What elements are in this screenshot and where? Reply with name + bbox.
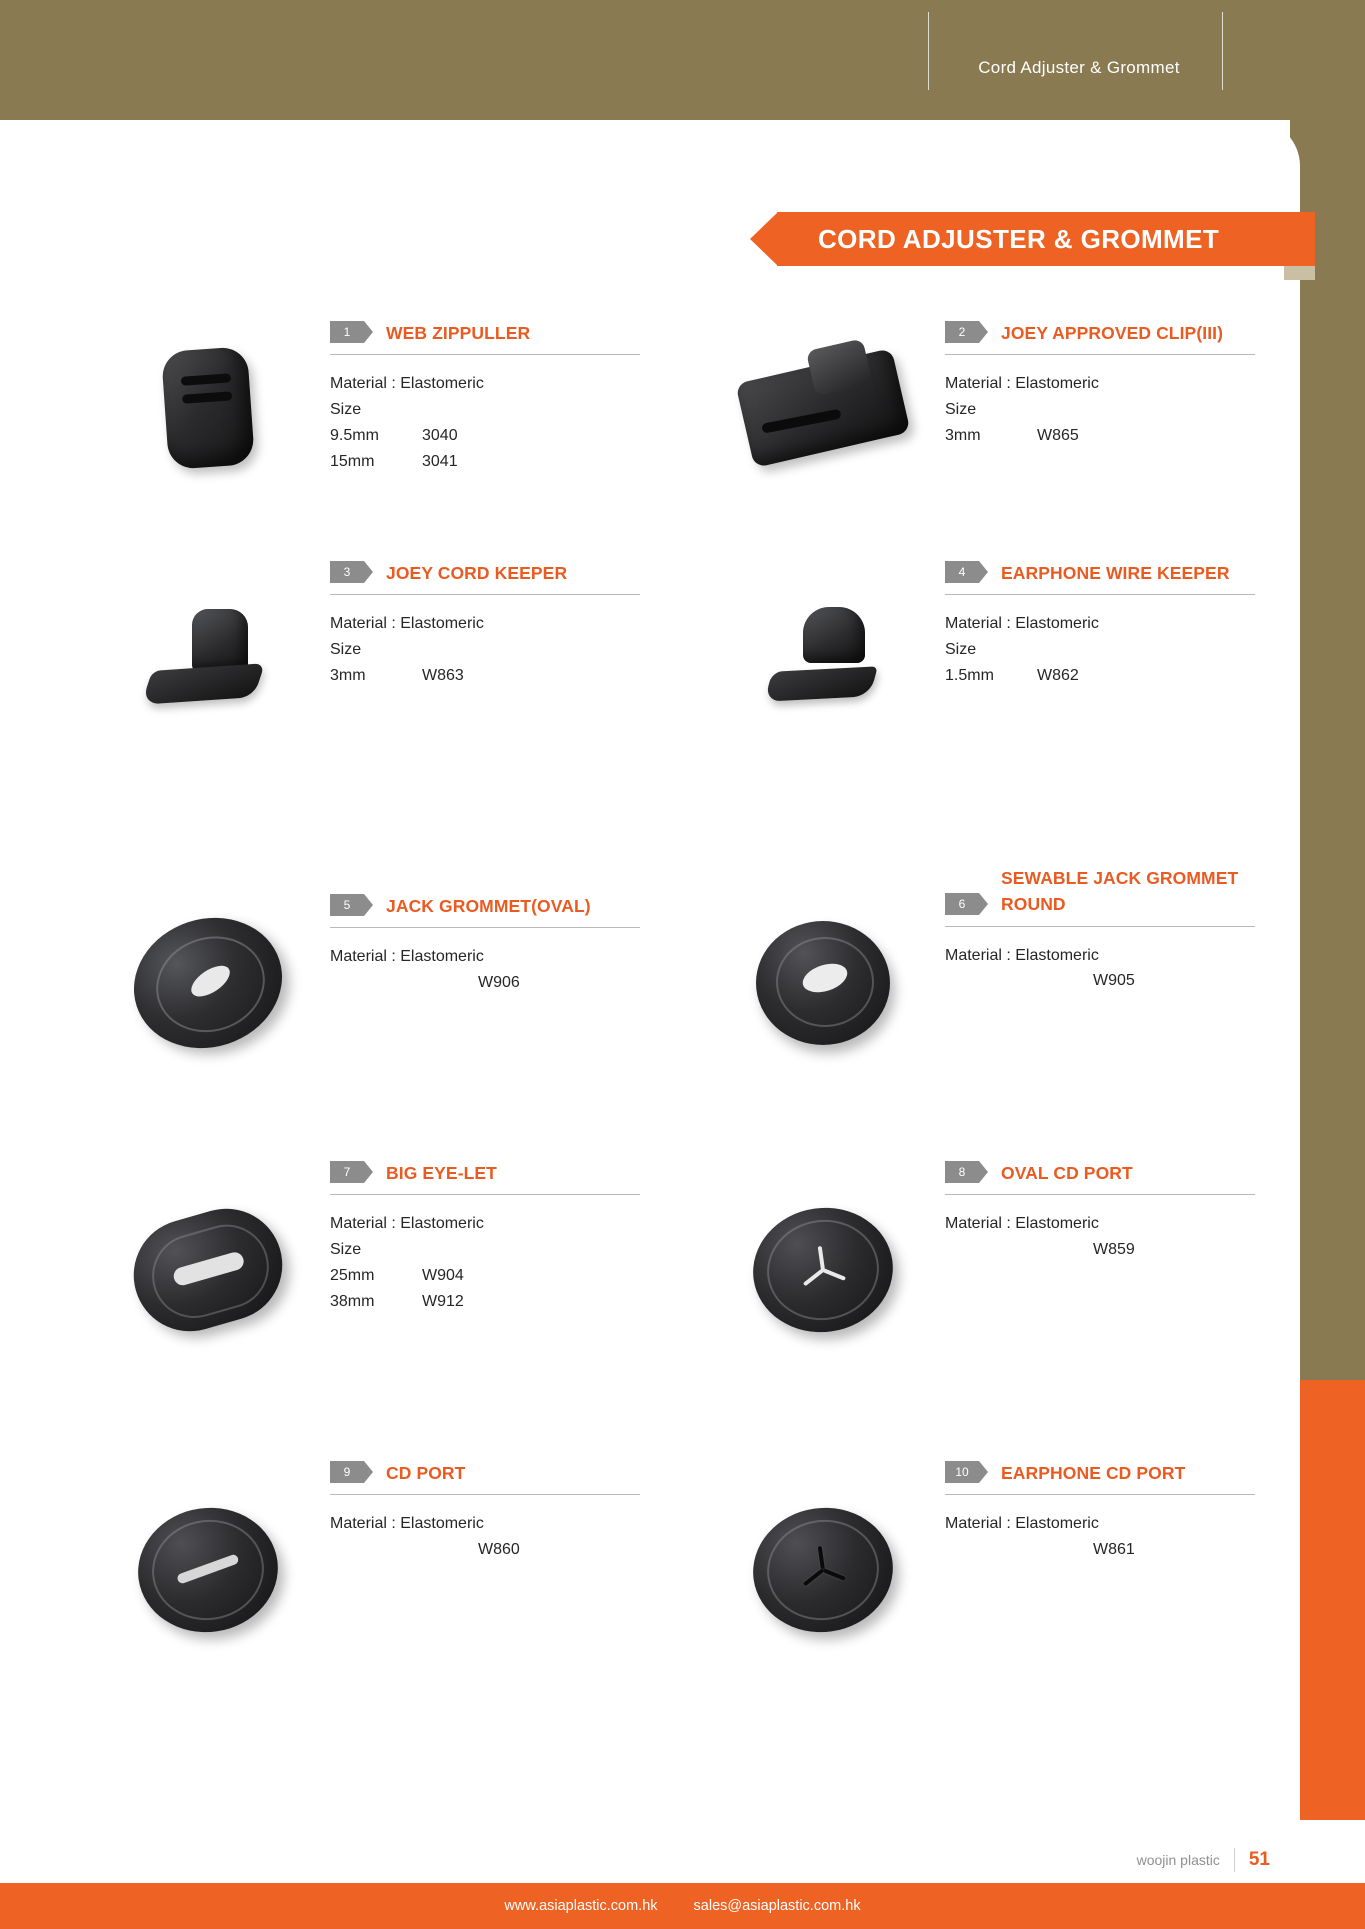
product-card: [710, 1160, 1350, 1460]
product-card: [95, 320, 735, 560]
product-number-tag: 3: [330, 561, 364, 583]
product-title: BIG EYE-LET: [386, 1163, 497, 1183]
spec-code: W863: [422, 667, 464, 685]
product-info: [330, 320, 640, 475]
spec-size: 3mm: [945, 427, 981, 445]
spec-code: 3040: [422, 427, 458, 445]
product-title: OVAL CD PORT: [1001, 1163, 1133, 1183]
product-number-tag: 2: [945, 321, 979, 343]
product-material: Material : Elastomeric: [330, 1215, 484, 1233]
product-title: SEWABLE JACK GROMMET ROUND: [1001, 868, 1239, 915]
product-info: [330, 1160, 640, 1315]
product-specs: [945, 371, 1255, 449]
spec-size: 1.5mm: [945, 667, 994, 685]
product-info: [330, 893, 640, 996]
product-title: EARPHONE CD PORT: [1001, 1463, 1186, 1483]
product-specs: [330, 1511, 640, 1563]
product-card: [710, 865, 1350, 1160]
product-title-line: [330, 1460, 640, 1495]
product-material: Material : Elastomeric: [330, 375, 484, 393]
spec-row: [330, 663, 640, 689]
earphone-cd-port-photo: [745, 1498, 901, 1640]
product-card: [710, 560, 1350, 865]
product-card: [95, 1460, 735, 1720]
product-image: [95, 1482, 320, 1657]
spec-code: W906: [478, 974, 520, 992]
product-info: [945, 865, 1255, 994]
product-row: [0, 865, 1300, 1160]
spec-row: [945, 423, 1255, 449]
header-divider-right: [1222, 12, 1223, 90]
product-info: [945, 1160, 1255, 1263]
product-title: JACK GROMMET(OVAL): [386, 896, 591, 916]
product-title-line: [945, 1460, 1255, 1495]
product-title-line: [330, 893, 640, 928]
spec-size: 25mm: [330, 1267, 375, 1285]
product-row: [0, 560, 1300, 865]
product-image: [710, 1482, 935, 1657]
product-specs: [330, 611, 640, 689]
jack-grommet-oval-photo: [116, 898, 298, 1066]
product-number-tag: 6: [945, 893, 979, 915]
spec-code: W865: [1037, 427, 1079, 445]
product-material: Material : Elastomeric: [330, 948, 484, 966]
spec-code: W912: [422, 1292, 464, 1310]
product-card: [95, 1160, 735, 1460]
banner-shadow-tab: [1284, 266, 1315, 280]
product-material: Material : Elastomeric: [945, 1515, 1099, 1533]
product-number-tag: 5: [330, 894, 364, 916]
spec-size: 9.5mm: [330, 427, 379, 445]
spec-row: [945, 663, 1255, 689]
product-title-line: [945, 320, 1255, 355]
product-size-label: Size: [330, 1241, 362, 1259]
spec-size: 15mm: [330, 452, 375, 470]
product-material: Material : Elastomeric: [945, 615, 1099, 633]
spec-code: W860: [478, 1541, 520, 1559]
product-card: [710, 320, 1350, 560]
product-image: [95, 895, 320, 1070]
product-title: WEB ZIPPULLER: [386, 323, 531, 343]
product-row: [0, 1160, 1300, 1460]
footer-meta: [1137, 1848, 1270, 1872]
big-eyelet-photo: [120, 1195, 295, 1344]
product-card: [95, 865, 735, 1160]
spec-row: [330, 449, 640, 475]
product-info: [945, 1460, 1255, 1563]
footer-divider: [1234, 1848, 1235, 1872]
product-image: [95, 1182, 320, 1357]
cd-port-photo: [130, 1498, 286, 1640]
product-material: Material : Elastomeric: [945, 1215, 1099, 1233]
spec-row: [330, 423, 640, 449]
product-title-line: [330, 1160, 640, 1195]
footer-website[interactable]: www.asiaplastic.com.hk: [504, 1898, 658, 1914]
product-image: [95, 568, 320, 743]
product-specs: [945, 1211, 1255, 1263]
brand-name: woojin plastic: [1136, 1852, 1220, 1868]
product-image: [710, 1182, 935, 1357]
product-info: [330, 560, 640, 689]
product-material: Material : Elastomeric: [945, 946, 1099, 964]
product-specs: [330, 944, 640, 996]
product-number-tag: 10: [945, 1461, 979, 1483]
product-row: [0, 320, 1300, 560]
footer-email[interactable]: sales@asiaplastic.com.hk: [693, 1898, 861, 1914]
product-size-label: Size: [945, 401, 977, 419]
product-number-tag: 1: [330, 321, 364, 343]
product-number-tag: 7: [330, 1161, 364, 1183]
product-size-label: Size: [330, 641, 362, 659]
product-title: EARPHONE WIRE KEEPER: [1001, 563, 1230, 583]
product-card: [710, 1460, 1350, 1720]
product-title-line: [945, 1160, 1255, 1195]
product-image: [710, 320, 935, 495]
product-specs: [945, 943, 1255, 995]
spec-size: 38mm: [330, 1292, 375, 1310]
section-banner-title: CORD ADJUSTER & GROMMET: [777, 212, 1315, 266]
joey-cord-keeper-photo: [148, 601, 268, 711]
product-number-tag: 9: [330, 1461, 364, 1483]
tri-slit-icon: [795, 1542, 849, 1596]
product-size-label: Size: [330, 401, 362, 419]
product-image: [710, 568, 935, 743]
product-specs: [330, 1211, 640, 1315]
product-info: [945, 320, 1255, 449]
spec-row: [330, 1289, 640, 1315]
product-info: [330, 1460, 640, 1563]
product-material: Material : Elastomeric: [330, 615, 484, 633]
header-divider-left: [928, 12, 929, 90]
product-title-line: [945, 865, 1255, 927]
product-image: [95, 320, 320, 495]
product-number-tag: 8: [945, 1161, 979, 1183]
banner-arrow-icon: [750, 212, 778, 266]
product-title-line: [330, 320, 640, 355]
product-grid: [0, 320, 1300, 1720]
product-specs: [945, 1511, 1255, 1563]
oval-cd-port-photo: [745, 1198, 901, 1340]
spec-code: W859: [1093, 1241, 1135, 1259]
product-card: [95, 560, 735, 865]
product-material: Material : Elastomeric: [945, 375, 1099, 393]
spec-code: W905: [1093, 972, 1135, 990]
product-title: JOEY APPROVED CLIP(III): [1001, 323, 1224, 343]
product-size-label: Size: [945, 641, 977, 659]
earphone-wire-keeper-photo: [763, 601, 883, 711]
sewable-jack-grommet-round-photo: [756, 921, 890, 1045]
running-header-title: Cord Adjuster & Grommet: [978, 58, 1180, 77]
product-title: JOEY CORD KEEPER: [386, 563, 568, 583]
spec-code: 3041: [422, 452, 458, 470]
spec-code: W904: [422, 1267, 464, 1285]
section-banner: [750, 212, 1315, 266]
product-specs: [945, 611, 1255, 689]
footer-bar: [0, 1883, 1365, 1929]
product-material: Material : Elastomeric: [330, 1515, 484, 1533]
page-number: 51: [1248, 1849, 1270, 1870]
product-title-line: [945, 560, 1255, 595]
tri-slit-icon: [795, 1242, 849, 1296]
product-specs: [330, 371, 640, 475]
product-row: [0, 1460, 1300, 1720]
joey-approved-clip-photo: [735, 348, 910, 468]
product-title: CD PORT: [386, 1463, 466, 1483]
product-number-tag: 4: [945, 561, 979, 583]
spec-code: W861: [1093, 1541, 1135, 1559]
product-image: [710, 895, 935, 1070]
product-title-line: [330, 560, 640, 595]
spec-row: [330, 1263, 640, 1289]
spec-size: 3mm: [330, 667, 366, 685]
product-info: [945, 560, 1255, 689]
spec-code: W862: [1037, 667, 1079, 685]
web-zippuller-photo: [160, 346, 254, 470]
